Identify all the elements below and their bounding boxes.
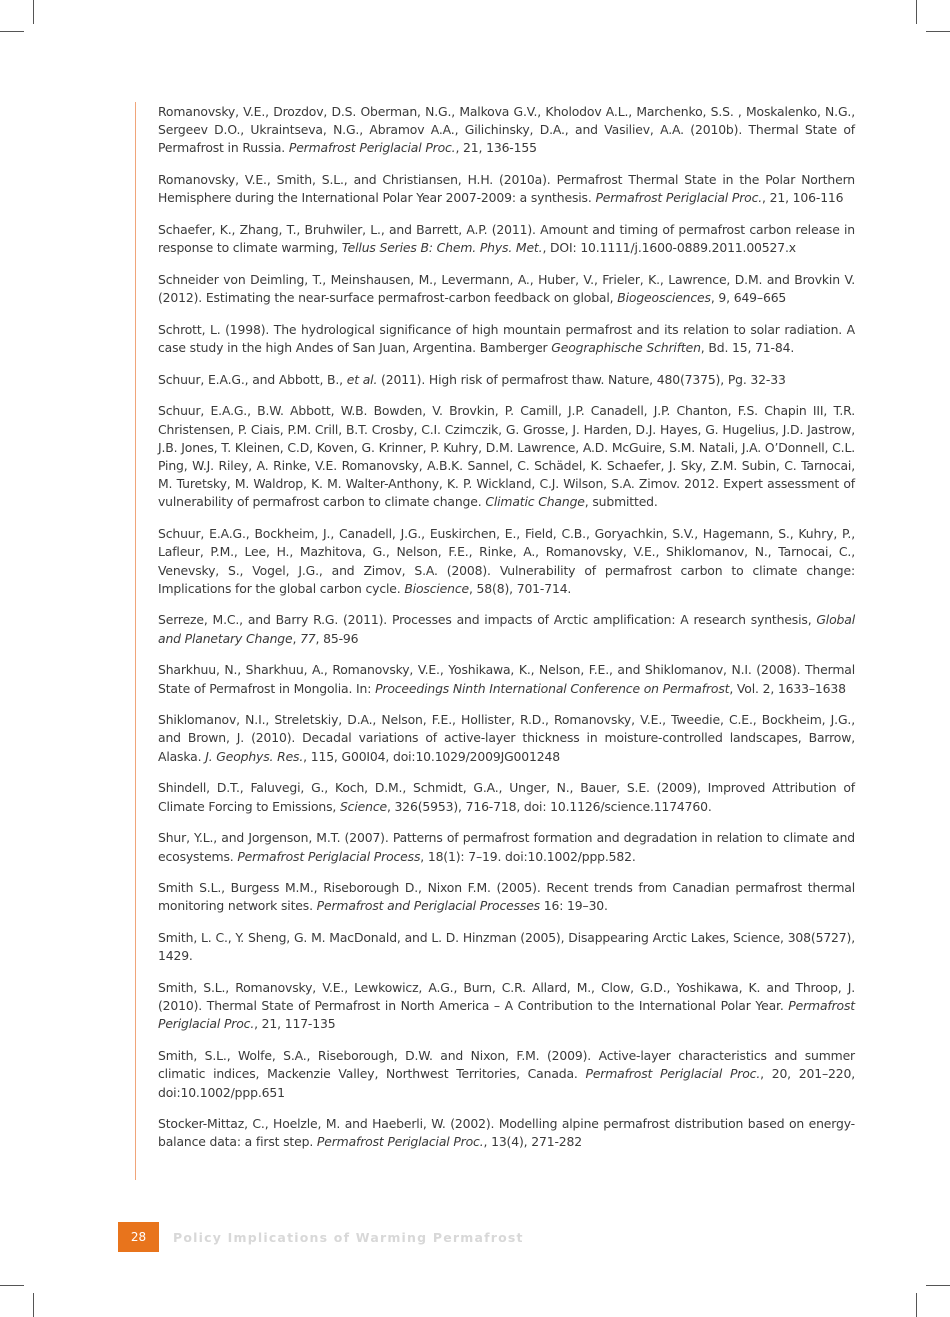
reference-italic-text: Geographische Schriften [551, 340, 701, 356]
reference-text: , 18(1): 7–19. doi:10.1002/ppp.582. [420, 848, 636, 864]
reference-italic-text: Permafrost Periglacial Proc. [158, 998, 855, 1032]
crop-mark [33, 0, 34, 24]
reference-entry [158, 661, 855, 697]
reference-italic-text: Permafrost Periglacial Proc. [595, 190, 763, 206]
reference-list [158, 103, 855, 1165]
reference-text: , 85-96 [315, 630, 359, 646]
reference-entry [158, 171, 855, 207]
reference-italic-text: Tellus Series B: Chem. Phys. Met. [341, 240, 543, 256]
reference-entry [158, 1115, 855, 1151]
crop-mark [926, 1285, 950, 1286]
reference-text: , 9, 649–665 [710, 290, 787, 306]
reference-text: Serreze, M.C., and Barry R.G. (2011). Processes and impacts of Arctic amplification: A research synthesis, [158, 612, 817, 628]
reference-italic-text: Permafrost Periglacial Proc. [288, 140, 456, 156]
reference-entry [158, 829, 855, 865]
reference-text: Stocker-Mittaz, C., Hoelzle, M. and Haeberli, W. (2002). Modelling alpine permafrost distribution based on energy-balance data: a first step. [158, 1116, 855, 1150]
reference-text: Smith, L. C., Y. Sheng, G. M. MacDonald, and L. D. Hinzman (2005), Disappearing Arctic Lakes, Science, 308(5727), 1429. [158, 930, 855, 964]
reference-text: (2011). High risk of permafrost thaw. Nature, 480(7375), Pg. 32-33 [377, 371, 786, 387]
reference-text: , DOI: 10.1111/j.1600-0889.2011.00527.x [542, 240, 796, 256]
reference-entry [158, 779, 855, 815]
reference-italic-text: 77 [300, 630, 316, 646]
reference-text: , 326(5953), 716-718, doi: 10.1126/science.1174760. [386, 798, 712, 814]
crop-mark [926, 31, 950, 32]
reference-italic-text: Global and Planetary Change [158, 612, 855, 646]
reference-italic-text: Permafrost Periglacial Proc. [585, 1066, 761, 1082]
reference-text: Sharkhuu, N., Sharkhuu, A., Romanovsky, V.E., Yoshikawa, K., Nelson, F.E., and Shiklomanov, N.I. (2008). Thermal State of Permafrost in Mongolia. In: [158, 662, 855, 696]
reference-entry [158, 402, 855, 511]
reference-text: Romanovsky, V.E., Smith, S.L., and Christiansen, H.H. (2010a). Permafrost Thermal State in the Polar Northern Hemisphere during the International Polar Year 2007-2009: a synthesis. [158, 172, 855, 206]
reference-entry [158, 711, 855, 766]
crop-mark [916, 1293, 917, 1317]
reference-italic-text: Bioscience [404, 580, 469, 596]
reference-italic-text: Permafrost Periglacial Proc. [316, 1134, 484, 1150]
running-title: Policy Implications of Warming Permafrost [173, 1229, 524, 1245]
reference-entry [158, 221, 855, 257]
page-footer [118, 1222, 524, 1252]
reference-italic-text: Permafrost Periglacial Process [237, 848, 421, 864]
reference-entry [158, 929, 855, 965]
reference-italic-text: Permafrost and Periglacial Processes [316, 898, 540, 914]
reference-text: , 21, 136-155 [455, 140, 537, 156]
reference-text: , submitted. [584, 494, 658, 510]
page-number: 28 [118, 1222, 159, 1252]
reference-italic-text: et al. [346, 371, 378, 387]
crop-mark [916, 0, 917, 24]
reference-italic-text: J. Geophys. Res. [205, 748, 304, 764]
reference-entry [158, 879, 855, 915]
reference-text: , 13(4), 271-282 [483, 1134, 582, 1150]
reference-text: , Bd. 15, 71-84. [700, 340, 795, 356]
reference-italic-text: Proceedings Ninth International Conference on Permafrost [375, 680, 730, 696]
reference-text: Schaefer, K., Zhang, T., Bruhwiler, L., and Barrett, A.P. (2011). Amount and timing of permafrost carbon release in response to climate warming, [158, 222, 855, 256]
margin-rule [135, 102, 136, 1180]
reference-entry [158, 371, 855, 389]
reference-italic-text: Climatic Change [485, 494, 585, 510]
reference-text: , 115, G00I04, doi:10.1029/2009JG001248 [303, 748, 560, 764]
reference-entry [158, 611, 855, 647]
reference-text: , [292, 630, 301, 646]
crop-mark [0, 1285, 24, 1286]
reference-text: Schuur, E.A.G., Bockheim, J., Canadell, J.G., Euskirchen, E., Field, C.B., Goryachkin, S.V., Hagemann, S., Kuhry, P., Lafleur, P.M., Lee, H., Mazhitova, G., Nelson, F.E., Rinke, A., Romanovsky, V.E., Shiklomanov, N., Tarnocai, C., Venevsky, S., Vogel, J.G., and Zimov, S.A. (2008). Vulnerability of permafrost carbon to climate change: Implications for the global carbon cycle. [158, 526, 855, 596]
reference-entry [158, 525, 855, 598]
reference-italic-text: Biogeosciences [617, 290, 711, 306]
reference-text: Schuur, E.A.G., B.W. Abbott, W.B. Bowden, V. Brovkin, P. Camill, J.P. Canadell, J.P. Chanton, F.S. Chapin III, T.R. Christensen, P. Ciais, P.M. Crill, B.T. Crosby, C.I. Czimczik, G. Grosse, J. Harden, D.J. Hayes, G. Hugelius, J.D. Jastrow, J.B. Jones, T. Kleinen, C.D, Koven, G. Krinner, P. Kuhry, D.M. Lawrence, A.D. McGuire, S.M. Natali, J.A. O’Donnell, C.L. Ping, W.J. Riley, A. Rinke, V.E. Romanovsky, A.B.K. Sannel, C. Schädel, K. Schaefer, J. Sky, Z.M. Subin, C. Tarnocai, M. Turetsky, M. Waldrop, K. M. Walter-Anthony, K. P. Wickland, C.J. Wilson, S.A. Zimov. 2012. Expert assessment of vulnerability of permafrost carbon to climate change. [158, 403, 855, 510]
reference-text: Schrott, L. (1998). The hydrological significance of high mountain permafrost and its relation to solar radiation. A case study in the high Andes of San Juan, Argentina. Bamberger [158, 321, 855, 356]
reference-text: , 58(8), 701-714. [468, 580, 572, 596]
reference-italic-text: Science [339, 798, 387, 814]
reference-text: Smith, S.L., Romanovsky, V.E., Lewkowicz, A.G., Burn, C.R. Allard, M., Clow, G.D., Yoshikawa, K. and Throop, J. (2010). Thermal State of Permafrost in North America – A Contribution to the International Polar Year. [158, 980, 855, 1014]
reference-entry [158, 321, 855, 357]
reference-entry [158, 979, 855, 1034]
reference-text: , Vol. 2, 1633–1638 [729, 680, 846, 696]
reference-entry [158, 103, 855, 158]
reference-text: Schneider von Deimling, T., Meinshausen, M., Levermann, A., Huber, V., Frieler, K., Lawrence, D.M. and Brovkin V. (2012). Estimating the near-surface permafrost-carbon feedback on global, [158, 271, 855, 306]
reference-text: Shur, Y.L., and Jorgenson, M.T. (2007). Patterns of permafrost formation and degradation in relation to climate and ecosystems. [158, 830, 855, 864]
reference-entry [158, 271, 855, 307]
reference-text: Shiklomanov, N.I., Streletskiy, D.A., Nelson, F.E., Hollister, R.D., Romanovsky, V.E., Tweedie, C.E., Bockheim, J.G., and Brown, J. (2010). Decadal variations of active-layer thickness in moisture-controlled landscapes, Barrow, Alaska. [158, 712, 855, 764]
reference-text: , 21, 117-135 [254, 1016, 336, 1032]
crop-mark [0, 31, 24, 32]
reference-text: Schuur, E.A.G., and Abbott, B., [158, 371, 347, 387]
reference-text: Shindell, D.T., Faluvegi, G., Koch, D.M., Schmidt, G.A., Unger, N., Bauer, S.E. (2009), Improved Attribution of Climate Forcing to Emissions, [158, 780, 855, 814]
reference-text: Smith S.L., Burgess M.M., Riseborough D., Nixon F.M. (2005). Recent trends from Canadian permafrost thermal monitoring network sites. [158, 880, 855, 914]
reference-entry [158, 1047, 855, 1102]
reference-text: , 20, 201–220, doi:10.1002/ppp.651 [158, 1066, 855, 1100]
reference-text: Smith, S.L., Wolfe, S.A., Riseborough, D.W. and Nixon, F.M. (2009). Active-layer characteristics and summer climatic indices, Mackenzie Valley, Northwest Territories, Canada. [158, 1048, 855, 1082]
crop-mark [33, 1293, 34, 1317]
reference-text: Romanovsky, V.E., Drozdov, D.S. Oberman, N.G., Malkova G.V., Kholodov A.L., Marchenko, S.S. , Moskalenko, N.G., Sergeev D.O., Ukraintseva, N.G., Abramov A.A., Gilichinsky, D.A., and Vasiliev, A.A. (2010b). Thermal State of Permafrost in Russia. [158, 104, 855, 156]
reference-text: , 21, 106-116 [762, 190, 844, 206]
reference-text: 16: 19–30. [539, 898, 608, 914]
